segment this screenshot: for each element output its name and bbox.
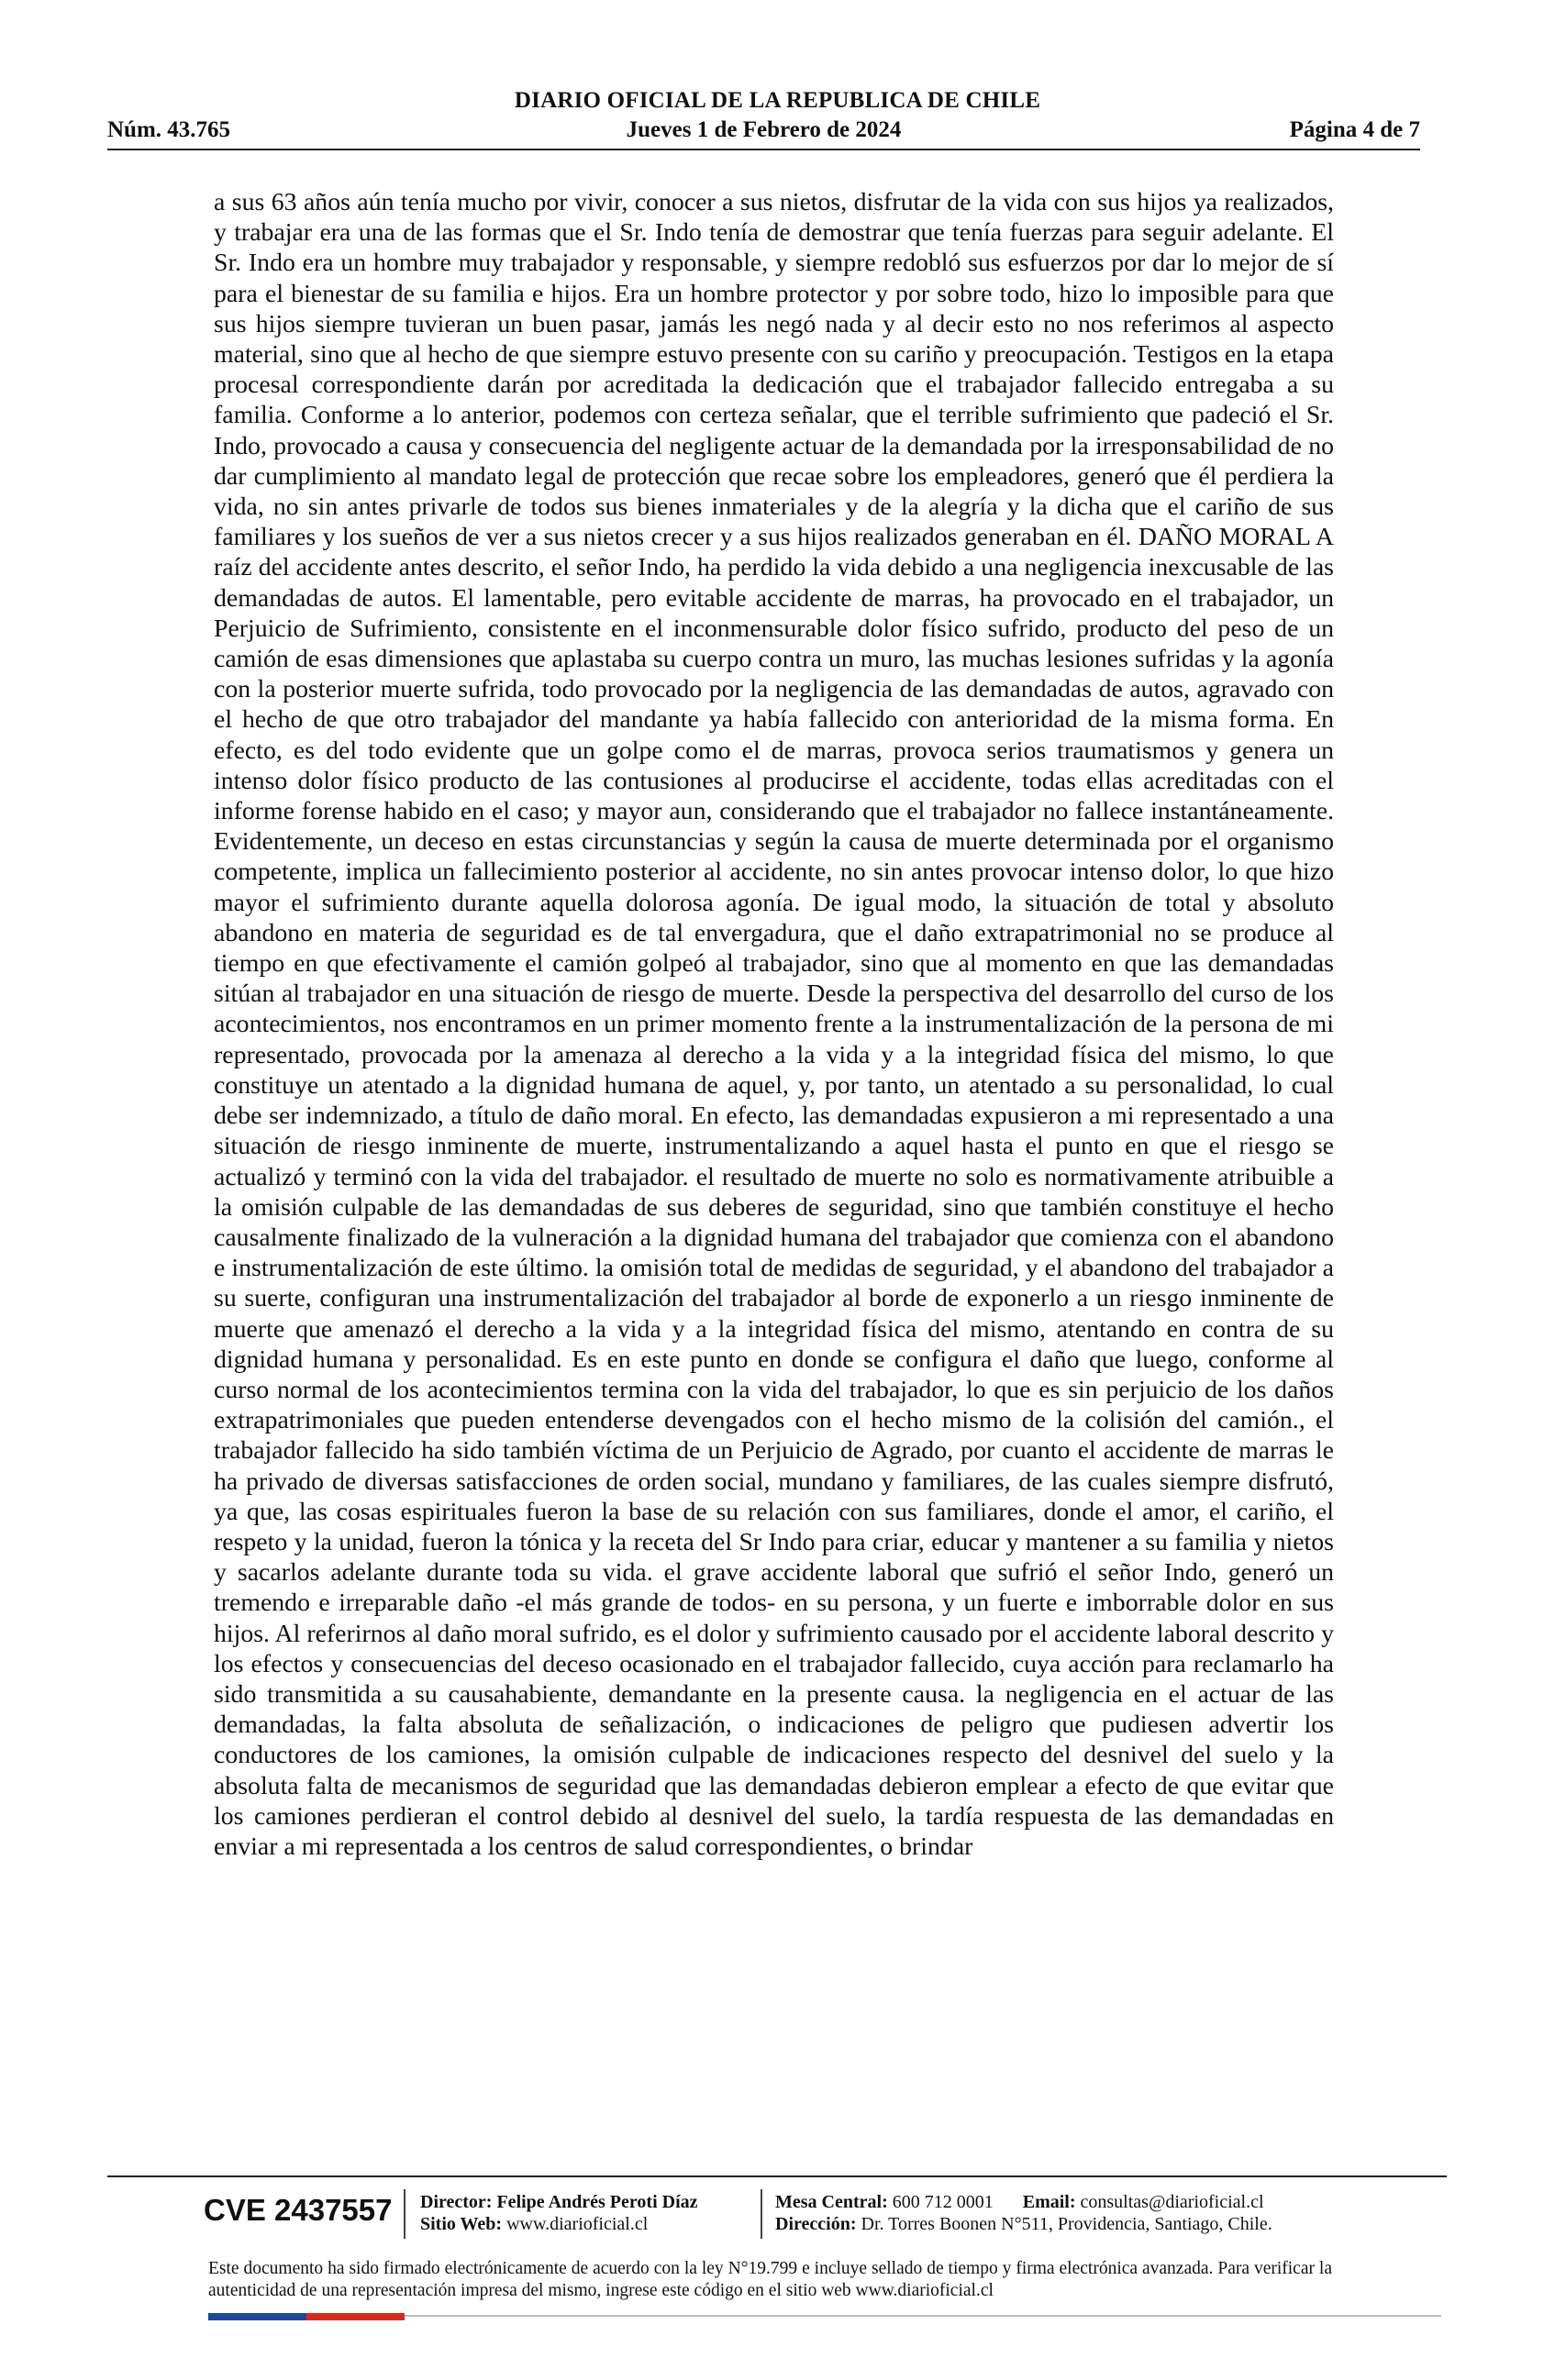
flag-red-segment xyxy=(306,2313,405,2320)
email-link[interactable]: consultas@diarioficial.cl xyxy=(1080,2192,1264,2212)
newspaper-title: DIARIO OFICIAL DE LA REPUBLICA DE CHILE xyxy=(514,88,1041,113)
header-divider xyxy=(107,149,1420,150)
footer-info xyxy=(204,2187,1387,2252)
email-label: Email: xyxy=(1022,2192,1076,2212)
site-line xyxy=(420,2213,648,2235)
director-line xyxy=(420,2191,698,2213)
signature-note: Este documento ha sido firmado electrónicamente de acuerdo con la ley N°19.799 e incluye sellado de tiempo y firma electrónica avanzada. Para verificar la autenticidad de una representación impresa del mismo, ingrese este código en el sitio web www.diarioficial.cl xyxy=(208,2259,1332,2300)
footer-separator xyxy=(404,2189,405,2239)
mesa-phone: 600 712 0001 xyxy=(892,2192,994,2212)
cve-code: CVE 2437557 xyxy=(204,2193,393,2227)
issue-number: Núm. 43.765 xyxy=(107,117,231,142)
footer-bottom-rule xyxy=(405,2315,1441,2317)
site-label: Sitio Web: xyxy=(420,2214,503,2234)
address-label: Dirección: xyxy=(775,2214,857,2234)
flag-blue-segment xyxy=(208,2313,306,2320)
body-paragraph: a sus 63 años aún tenía mucho por vivir, conocer a sus nietos, disfrutar de la vida con sus hijos ya realizados, y trabajar era una de las formas que el Sr. Indo tenía de demostrar que tenía fuerzas para seguir adelante. El Sr. Indo era un hombre muy trabajador y responsable, y siempre redobló sus esfuerzos por dar lo mejor de sí para el bienestar de su familia e hijos. Era un hombre protector y por sobre todo, hizo lo imposible para que sus hijos siempre tuvieran un buen pasar, jamás les negó nada y al decir esto no nos referimos al aspecto material, sino que al hecho de que siempre estuvo presente con su cariño y preocupación. Testigos en la etapa procesal correspondiente darán por acreditada la dedicación que el trabajador fallecido entregaba a su familia. Conforme a lo anterior, podemos con certeza señalar, que el terrible sufrimiento que padeció el Sr. Indo, provocado a causa y consecuencia del negligente actuar de la demandada por la irresponsabilidad de no dar cumplimiento al mandato legal de protección que recae sobre los empleadores, generó que él perdiera la vida, no sin antes privarle de todos sus bienes inmateriales y de la alegría y la dicha que el cariño de sus familiares y los sueños de ver a sus nietos crecer y a sus hijos realizados generaban en él. DAÑO MORAL A raíz del accidente antes descrito, el señor Indo, ha perdido la vida debido a una negligencia inexcusable de las demandadas de autos. El lamentable, pero evitable accidente de marras, ha provocado en el trabajador, un Perjuicio de Sufrimiento, consistente en el inconmensurable dolor físico sufrido, producto del peso de un camión de esas dimensiones que aplastaba su cuerpo contra un muro, las muchas lesiones sufridas y la agonía con la posterior muerte sufrida, todo provocado por la negligencia de las demandadas de autos, agravado con el hecho de que otro trabajador del mandante ya había fallecido con anterioridad de la misma forma. En efecto, es del todo evidente que un golpe como el de marras, provoca serios traumatismos y genera un intenso dolor físico producto de las contusiones al producirse el accidente, todas ellas acreditadas con el informe forense habido en el caso; y mayor aun, considerando que el trabajador no fallece instantáneamente. Evidentemente, un deceso en estas circunstancias y según la causa de muerte determinada por el organismo competente, implica un fallecimiento posterior al accidente, no sin antes provocar intenso dolor, lo que hizo mayor el sufrimiento durante aquella dolorosa agonía. De igual modo, la situación de total y absoluto abandono en materia de seguridad es de tal envergadura, que el daño extrapatrimonial no se produce al tiempo en que efectivamente el camión golpeó al trabajador, sino que al momento en que las demandadas sitúan al trabajador en una situación de riesgo de muerte. Desde la perspectiva del desarrollo del curso de los acontecimientos, nos encontramos en un primer momento frente a la instrumentalización de la persona de mi representado, provocada por la amenaza al derecho a la vida y a la integridad física del mismo, lo que constituye un atentado a la dignidad humana de aquel, y, por tanto, un atentado a su personalidad, lo cual debe ser indemnizado, a título de daño moral. En efecto, las demandadas expusieron a mi representado a una situación de riesgo inminente de muerte, instrumentalizando a aquel hasta el punto en que el riesgo se actualizó y terminó con la vida del trabajador. el resultado de muerte no solo es normativamente atribuible a la omisión culpable de las demandadas de sus deberes de seguridad, sino que también constituye el hecho causalmente finalizado de la vulneración a la dignidad humana del trabajador que comienza con el abandono e instrumentalización de este último. la omisión total de medidas de seguridad, y el abandono del trabajador a su suerte, configuran una instrumentalización del trabajador al borde de exponerlo a un riesgo inminente de muerte que amenazó el derecho a la vida y a la integridad física del mismo, atentando en contra de su dignidad humana y personalidad. Es en este punto en donde se configura el daño que luego, conforme al curso normal de los acontecimientos termina con la vida del trabajador, lo que es sin perjuicio de los daños extrapatrimoniales que pueden entenderse devengados con el hecho mismo de la colisión del camión., el trabajador fallecido ha sido también víctima de un Perjuicio de Agrado, por cuanto el accidente de marras le ha privado de diversas satisfacciones de orden social, mundano y familiares, de las cuales siempre disfrutó, ya que, las cosas espirituales fueron la base de su relación con sus familiares, donde el amor, el cariño, el respeto y la unidad, fueron la tónica y la receta del Sr Indo para criar, educar y mantener a su familia y nietos y sacarlos adelante durante toda su vida. el grave accidente laboral que sufrió el señor Indo, generó un tremendo e irreparable daño -el más grande de todos- en su persona, y un fuerte e imborrable dolor en sus hijos. Al referirnos al daño moral sufrido, es el dolor y sufrimiento causado por el accidente laboral descrito y los efectos y consecuencias del deceso ocasionado en el trabajador fallecido, cuya acción para reclamarlo ha sido transmitida a su causahabiente, demandante en la presente causa. la negligencia en el actuar de las demandadas, la falta absoluta de señalización, o indicaciones de peligro que pudiesen advertir los conductores de los camiones, la omisión culpable de indicaciones respecto del desnivel del suelo y la absoluta falta de mecanismos de seguridad que las demandadas debieron emplear a efecto de que evitar que los camiones perdieran el control debido al desnivel del suelo, la tardía respuesta de las demandadas en enviar a mi representada a los centros de salud correspondientes, o brindar xyxy=(214,188,1334,1861)
address-value: Dr. Torres Boonen N°511, Providencia, Santiago, Chile. xyxy=(861,2214,1272,2234)
footer-separator xyxy=(761,2189,762,2239)
director-label: Director: xyxy=(420,2192,493,2212)
header-row xyxy=(107,117,1420,147)
page-indicator: Página 4 de 7 xyxy=(1289,117,1420,142)
mesa-label: Mesa Central: xyxy=(775,2192,888,2212)
address-line xyxy=(775,2213,1272,2235)
issue-date: Jueves 1 de Febrero de 2024 xyxy=(626,117,902,142)
director-name: Felipe Andrés Peroti Díaz xyxy=(496,2192,698,2212)
site-link[interactable]: www.diarioficial.cl xyxy=(506,2214,649,2234)
footer-divider xyxy=(107,2175,1447,2177)
contact-line xyxy=(775,2191,1264,2213)
flag-color-bar xyxy=(208,2313,405,2320)
